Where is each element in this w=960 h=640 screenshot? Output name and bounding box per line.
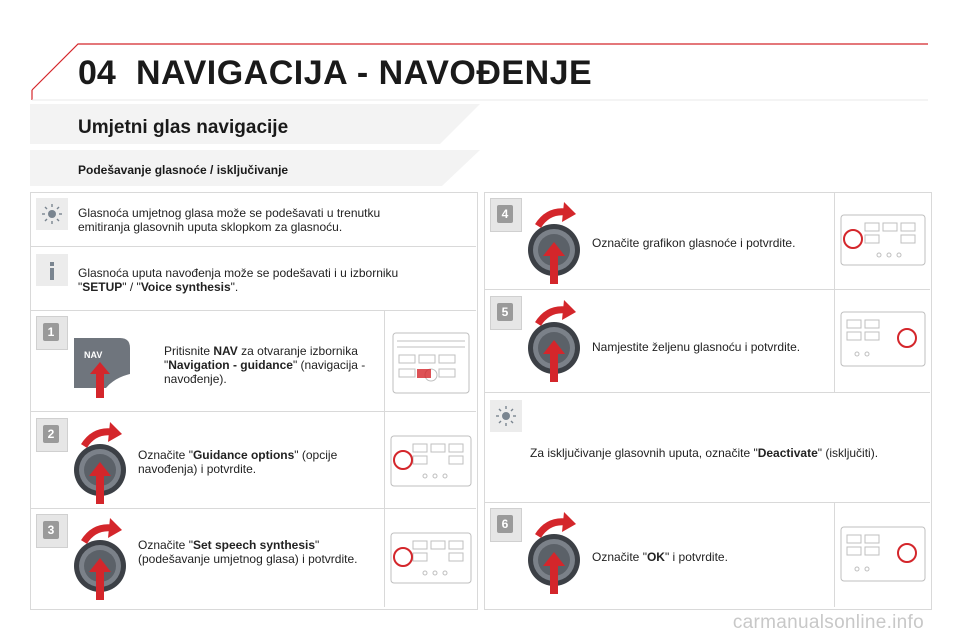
radio-panel-thumbnail-4	[834, 193, 931, 289]
subsection-title: Podešavanje glasnoće / isključivanje	[78, 163, 289, 177]
voice-synthesis-label: Voice synthesis	[140, 280, 231, 294]
radio-panel-thumbnail-1	[384, 311, 477, 411]
rotary-knob-illustration	[520, 298, 596, 384]
section-title: Umjetni glas navigacije	[78, 117, 289, 138]
radio-panel-thumbnail-5	[834, 290, 931, 392]
deactivate-tip-text: Za isključivanje glasovnih uputa, označite "Deactivate" (isključiti).	[530, 446, 879, 460]
tip-sun-icon	[490, 400, 522, 432]
step-5-text: Namjestite željenu glasnoću i potvrdite.	[592, 340, 801, 354]
step-3-text: Označite "Set speech synthesis" (podešavanje umjetnog glasa) i potvrdite.	[138, 538, 358, 566]
info-text-volume-switch: Glasnoća umjetnog glasa može se podešavati u trenutku emitiranja glasovnih uputa sklopkom za glasnoću.	[78, 206, 381, 234]
step-badge-2: 2	[36, 418, 68, 452]
watermark: carmanualsonline.info	[732, 612, 924, 633]
info-text-setup-menu: Glasnoća uputa navođenja može se podešavati i u izborniku "SETUP" / "Voice synthesis".	[78, 266, 399, 294]
tip-sun-icon	[36, 198, 68, 230]
divider	[31, 246, 476, 247]
info-icon	[36, 254, 68, 286]
radio-panel-thumbnail-3	[384, 509, 477, 607]
radio-panel-thumbnail-6	[834, 503, 931, 607]
step-badge-5: 5	[490, 296, 522, 330]
svg-text:NAV: NAV	[84, 350, 103, 360]
step-6-text: Označite "OK" i potvrdite.	[592, 550, 728, 564]
rotary-knob-illustration	[66, 420, 142, 506]
rotary-knob-illustration	[66, 516, 142, 602]
step-1-text: Pritisnite NAV za otvaranje izbornika "Navigation - guidance" (navigacija - navođenje).	[164, 344, 366, 386]
nav-button-illustration	[70, 332, 134, 402]
step-badge-4: 4	[490, 198, 522, 232]
step-badge-6: 6	[490, 508, 522, 542]
setup-label: SETUP	[82, 280, 123, 294]
divider	[485, 392, 930, 393]
step-4-text: Označite grafikon glasnoće i potvrdite.	[592, 236, 796, 250]
step-badge-3: 3	[36, 514, 68, 548]
chapter-title: NAVIGACIJA - NAVOĐENJE	[136, 54, 593, 92]
step-badge-1: 1	[36, 316, 68, 350]
step-2-text: Označite "Guidance options" (opcije navođenja) i potvrdite.	[138, 448, 338, 476]
rotary-knob-illustration	[520, 200, 596, 286]
radio-panel-thumbnail-2	[384, 412, 477, 508]
chapter-number: 04	[78, 54, 116, 92]
rotary-knob-illustration	[520, 510, 596, 596]
